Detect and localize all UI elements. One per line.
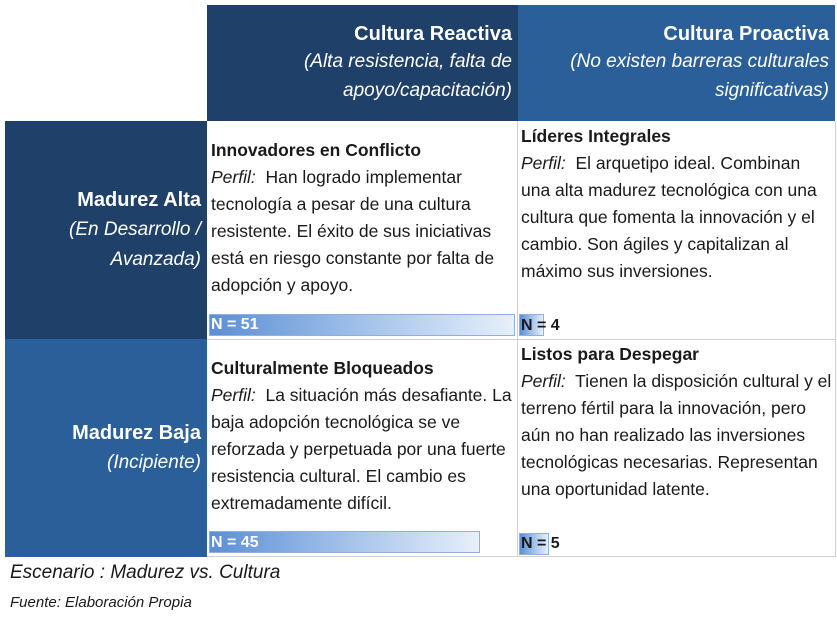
grid-divider [207, 339, 836, 340]
row-subtitle: Avanzada) [110, 249, 201, 270]
profile-text: La situación más desafiante. La baja adopción tecnológica se ve reforzada y perpetuada por una fuerte resistencia cultural. El cambio es extremadamente difícil. [211, 385, 512, 513]
column-subtitle: (No existen barreras culturales [570, 51, 829, 72]
quadrant-innovadores-en-conflicto [211, 137, 516, 299]
quadrant-description [521, 368, 833, 503]
n-count: N = 45 [211, 534, 259, 551]
column-title: Cultura Reactiva [354, 23, 512, 45]
quadrant-title: Innovadores en Conflicto [211, 140, 422, 160]
profile-text: Tienen la disposición cultural y el terreno fértil para la innovación, pero aún no han realizado las inversiones tecnológicas necesarias. Representan una oportunidad latente. [521, 371, 832, 499]
n-count: N = 4 [521, 317, 560, 334]
quadrant-title: Culturalmente Bloqueados [211, 358, 434, 378]
quadrant-description [211, 382, 516, 517]
grid-divider [207, 556, 836, 557]
n-count: N = 51 [211, 316, 259, 333]
quadrant-description [521, 150, 833, 285]
profile-label: Perfil: [211, 385, 256, 405]
profile-text: El arquetipo ideal. Combinan una alta madurez tecnológica con una cultura que fomenta la innovación y el cambio. Son ágiles y capitalizan al máximo sus inversiones. [521, 153, 817, 281]
column-title: Cultura Proactiva [663, 23, 829, 45]
column-subtitle: significativas) [714, 80, 829, 101]
n-count: N = 5 [521, 535, 560, 552]
quadrant-culturalmente-bloqueados [211, 355, 516, 517]
row-header-low-maturity [5, 339, 207, 557]
figure-source: Fuente: Elaboración Propia [10, 594, 192, 611]
quadrant-description [211, 164, 516, 299]
quadrant-title: Listos para Despegar [521, 344, 699, 364]
row-title: Madurez Baja [72, 422, 201, 444]
row-subtitle: (Incipiente) [107, 452, 201, 473]
profile-label: Perfil: [521, 153, 566, 173]
column-header-proactive [518, 5, 835, 121]
column-header-reactive [207, 5, 518, 121]
column-subtitle: apoyo/capacitación) [343, 80, 512, 101]
quadrant-listos-para-despegar [521, 341, 833, 503]
row-header-high-maturity [5, 121, 207, 339]
row-title: Madurez Alta [77, 189, 201, 211]
quadrant-title: Líderes Integrales [521, 126, 671, 146]
profile-label: Perfil: [211, 167, 256, 187]
row-subtitle: (En Desarrollo / [69, 219, 201, 240]
figure-caption: Escenario : Madurez vs. Cultura [10, 562, 281, 583]
profile-label: Perfil: [521, 371, 566, 391]
profile-text: Han logrado implementar tecnología a pesar de una cultura resistente. El éxito de sus iniciativas está en riesgo constante por falta de adopción y apoyo. [211, 167, 495, 295]
column-subtitle: (Alta resistencia, falta de [303, 51, 512, 72]
quadrant-lideres-integrales [521, 123, 833, 285]
